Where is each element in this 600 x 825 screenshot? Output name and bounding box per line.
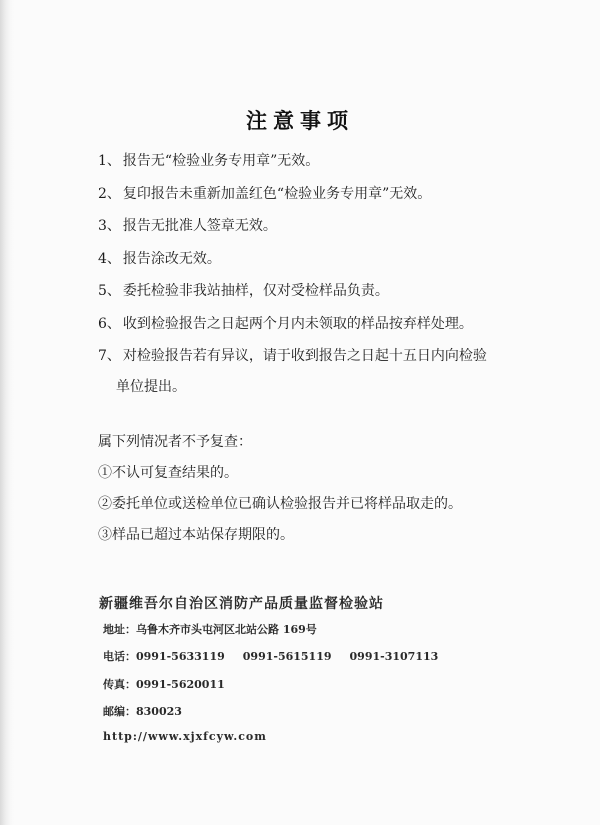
organization-website: http://www.xjxfcyw.com [103, 730, 267, 743]
organization-postcode: 邮编：830023 [103, 705, 182, 718]
notice-list [98, 152, 568, 411]
notice-text: 收到检验报告之日起两个月内未领取的样品按弃样处理。 [122, 315, 473, 332]
phone-number-3: 0991-3107113 [349, 650, 439, 663]
recheck-item-2: ②委托单位或送检单位已确认检验报告并已将样品取走的。 [98, 496, 462, 512]
recheck-item-1: ①不认可复查结果的。 [98, 465, 238, 481]
organization-name: 新疆维吾尔自治区消防产品质量监督检验站 [99, 596, 384, 612]
notice-number: 3、 [98, 218, 121, 234]
notice-text: 报告无“检验业务专用章”无效。 [122, 153, 320, 169]
notice-item-3 [98, 217, 568, 250]
notice-text-continuation: 单位提出。 [116, 379, 186, 395]
notice-number: 6、 [98, 315, 121, 332]
notice-text: 委托检验非我站抽样，仅对受检样品负责。 [122, 283, 389, 299]
notice-number: 4、 [98, 250, 121, 267]
notice-number: 7、 [98, 348, 121, 364]
phone-label: 电话： [103, 650, 136, 663]
phone-number-2: 0991-5615119 [242, 650, 332, 663]
organization-phones [103, 648, 438, 664]
notice-item-6 [98, 315, 568, 348]
organization-fax: 传真：0991-5620011 [103, 678, 225, 691]
notice-text: 对检验报告若有异议，请于收到报告之日起十五日内向检验 [122, 348, 487, 364]
notice-number: 5、 [98, 283, 121, 299]
recheck-heading: 属下列情况者不予复查： [98, 434, 252, 450]
notice-text: 复印报告未重新加盖红色“检验业务专用章”无效。 [122, 185, 432, 202]
phone-number-1: 0991-5633119 [136, 650, 225, 663]
notice-item-4 [98, 250, 568, 283]
recheck-item-3: ③样品已超过本站保存期限的。 [98, 527, 294, 543]
notice-text: 报告涂改无效。 [122, 250, 221, 267]
notice-item-7 [98, 347, 568, 411]
notice-number: 2、 [98, 185, 121, 202]
notice-number: 1、 [98, 153, 121, 169]
notice-text: 报告无批准人签章无效。 [122, 218, 277, 234]
page-title: 注意事项 [246, 108, 354, 133]
organization-address: 地址：乌鲁木齐市头屯河区北站公路 169号 [103, 623, 317, 636]
recheck-section [98, 433, 568, 557]
notice-item-1 [98, 152, 568, 185]
notice-item-5 [98, 282, 568, 315]
notice-item-2 [98, 185, 568, 218]
